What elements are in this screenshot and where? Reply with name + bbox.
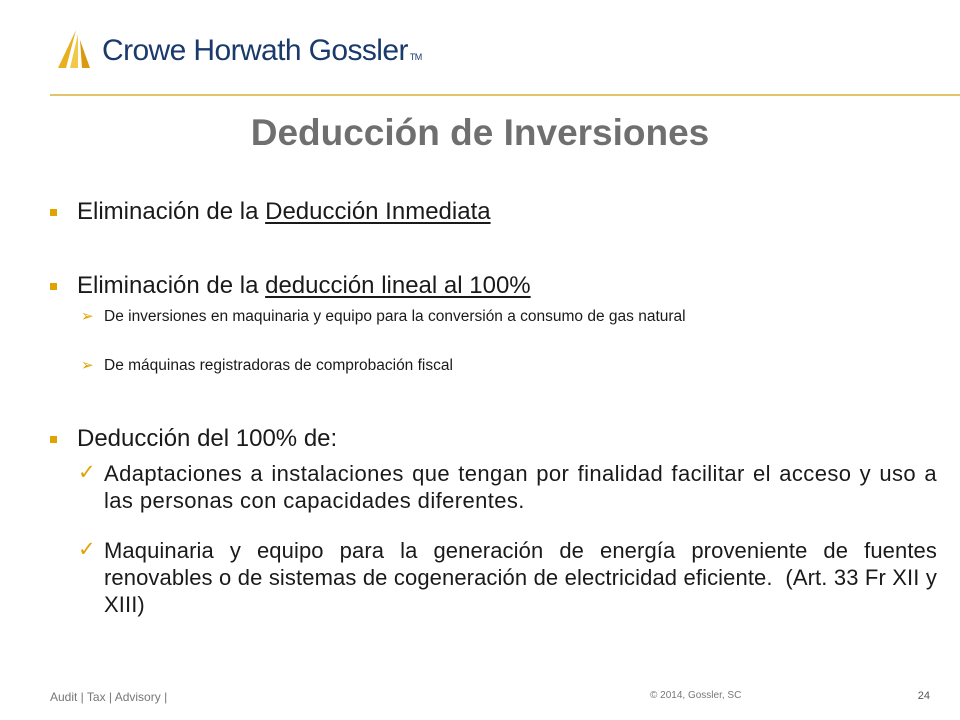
- bullet-1-text: Eliminación de la Deducción Inmediata: [77, 198, 491, 225]
- check-item-2: [78, 537, 937, 621]
- square-bullet-icon: [50, 283, 57, 290]
- bullet-2-text: Eliminación de la deducción lineal al 100%: [77, 272, 531, 299]
- sub-bullet-1: [81, 309, 937, 343]
- square-bullet-icon: [50, 436, 57, 443]
- footer-services: Audit | Tax | Advisory |: [50, 690, 168, 704]
- checkmark-icon: ✓: [78, 538, 96, 561]
- arrow-bullet-icon: ➢: [81, 308, 94, 325]
- sub-bullet-1-text: De inversiones en maquinaria y equipo para la conversión a consumo de gas natural: [104, 308, 686, 325]
- footer-copyright: © 2014, Gossler, SC: [650, 690, 742, 701]
- square-bullet-icon: [50, 209, 57, 216]
- page-number: 24: [917, 690, 930, 702]
- check-item-1: [78, 460, 937, 516]
- slide-title: Deducción de Inversiones: [250, 112, 710, 153]
- check-item-2-text: Maquinaria y equipo para la generación de energía proveniente de fuentes renovables o de sistemas de cogeneración de electricidad eficiente. (Art. 33 Fr XII y XIII): [104, 538, 937, 617]
- header-divider: [50, 94, 960, 96]
- logo-mark-icon: [54, 28, 98, 72]
- bullet-3-text: Deducción del 100% de:: [77, 425, 338, 452]
- logo-text: Crowe Horwath Gossler TM: [102, 34, 422, 67]
- sub-bullet-2: [81, 358, 937, 376]
- company-logo: [54, 28, 422, 72]
- arrow-bullet-icon: ➢: [81, 357, 94, 374]
- sub-bullet-2-text: De máquinas registradoras de comprobación fiscal: [104, 357, 453, 374]
- checkmark-icon: ✓: [78, 461, 96, 484]
- check-item-1-text: Adaptaciones a instalaciones que tengan por finalidad facilitar el acceso y uso a las personas con capacidades diferentes.: [104, 461, 937, 513]
- article-reference: (Art. 33 Fr XII y XIII): [104, 565, 937, 617]
